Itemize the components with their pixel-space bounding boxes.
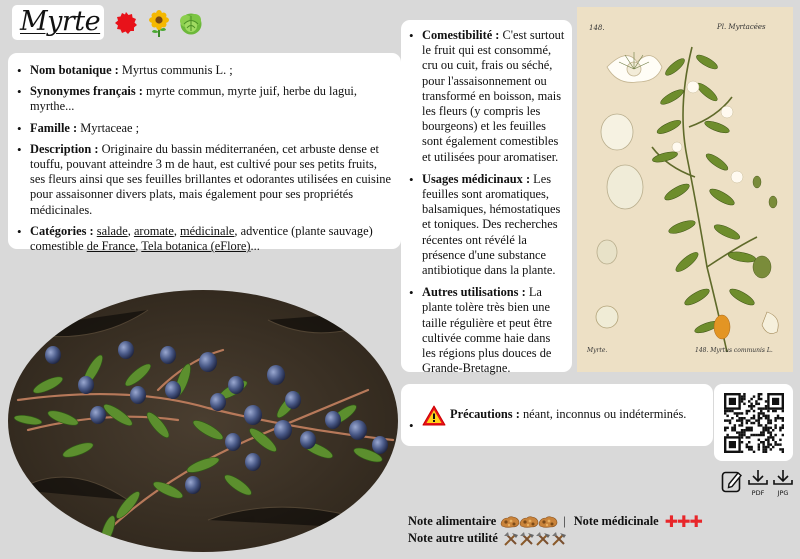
precautions-label: • Précautions : [450,407,520,422]
medicinal-uses-label: Usages médicinaux : [422,171,531,186]
plate-caption-left: Myrte. [587,347,608,354]
jpg-label: JPG [777,489,789,497]
other-uses-label: Autres utilisations : [422,285,526,300]
info-card [8,53,401,254]
precautions-item [409,405,686,426]
synonyms-item [17,84,393,114]
pdf-label: PDF [751,489,765,497]
tool-rating-icon [519,532,535,546]
botanical-name-label: Nom botanique : [30,63,119,77]
medicinal-rating: ✚✚✚ [664,512,702,531]
plant-photo [8,290,398,552]
other-rating [503,532,567,546]
qr-code-box[interactable] [714,384,793,461]
other-uses-value: La plante tolère très bien une taille régulière et peut être cultivée comme haie dans les régions plus douces de Grande-Bretagne. [422,285,553,376]
botanical-name-value: Myrtus communis L. ; [118,63,233,77]
download-icon [772,469,794,487]
page-title: Myrte [20,6,101,37]
other-uses-item [409,285,566,376]
plate-number: 148. [589,24,605,32]
notes-row-1 [408,512,702,531]
food-rating-icon [500,515,520,529]
warning-icon [422,405,446,426]
edibility-label: Comestibilité : [422,28,500,42]
tool-rating-icon [503,532,519,546]
description-label: Description : [30,141,99,156]
medicinal-uses-item [409,172,566,278]
food-rating [500,515,557,529]
food-note-label: Note alimentaire [408,514,497,528]
qr-code[interactable] [724,393,784,453]
categories-item: • Catégories : salade, aromate, médicinale, adventice (plante sauvage) comestible de France, Tela botanica (eFlore)... [17,224,393,254]
edibility-item [409,28,566,165]
edibility-value: C'est surtout le fruit qui est consommé, cru ou cuit, frais ou séché, pour l'assaisonnement ou transformé en boisson, mais les fleurs (y compris les bourgeons) et les feuilles sont également comestibles et utilisées pour aromatiser. [422,28,565,164]
precautions-value: néant, inconnus ou indéterminés. [519,407,687,422]
precautions-card [401,384,713,446]
category-link-salade[interactable]: salade [96,223,128,238]
tool-rating-icon [551,532,567,546]
categories-text: , adventice (plante sauvage) comestible [30,223,373,254]
family-value: Myrtaceae ; [77,120,140,135]
family-label: Famille : [30,120,78,135]
link-france[interactable]: de France [86,239,136,254]
medicinal-uses-value: Les feuilles sont aromatiques, balsamiques, hémostatiques et toniques. Des recherches récentes ont révélé la présence d'une substance antibiotique dans la plante. [422,171,561,278]
other-note-label: Note autre utilité [408,531,498,545]
plate-caption-right: 148. Myrtus communis L. [695,347,773,354]
botanical-name-item [17,63,393,78]
synonyms-label: Synonymes français : [30,84,143,99]
link-tela-botanica[interactable]: Tela botanica (eFlore) [141,239,251,254]
tool-rating-icon [535,532,551,546]
medicinal-note-label: Note médicinale [573,514,659,528]
food-rating-icon [538,515,558,529]
title-box [12,5,104,40]
red-circle-icon [114,11,138,35]
category-link-aromate[interactable]: aromate [133,223,174,238]
category-link-medicinale[interactable]: médicinale [180,223,235,238]
edit-icon [721,469,743,493]
download-pdf-button[interactable] [747,469,769,497]
notes-separator: | [563,514,566,528]
food-rating-icon [519,515,539,529]
flower-icon [146,10,172,38]
synonyms-value: myrte commun, myrte juif, herbe du lagui, myrthe... [30,84,357,114]
description-value: Originaire du bassin méditerranéen, cet arbuste dense et touffu, pouvant atteindre 3 m de haut, est cultivé pour ses petits fruits, ses fleurs ainsi que ses feuilles brillantes et odorantes utilisées en cuisine pour assaisonner divers plats, mais également pour ses propriétés médicinales. [30,141,391,217]
notes-row-2 [408,531,567,546]
plate-header: Pl. Myrtacées [717,23,766,31]
categories-label: Catégories : [30,223,94,238]
lettuce-icon [178,11,204,35]
description-item [17,142,393,218]
download-icon [747,469,769,487]
botanical-illustration [577,7,793,372]
edit-button[interactable] [721,469,743,494]
uses-card [401,20,572,376]
family-item [17,121,393,136]
categories-ellipsis: ... [250,239,260,254]
download-jpg-button[interactable] [772,469,794,497]
